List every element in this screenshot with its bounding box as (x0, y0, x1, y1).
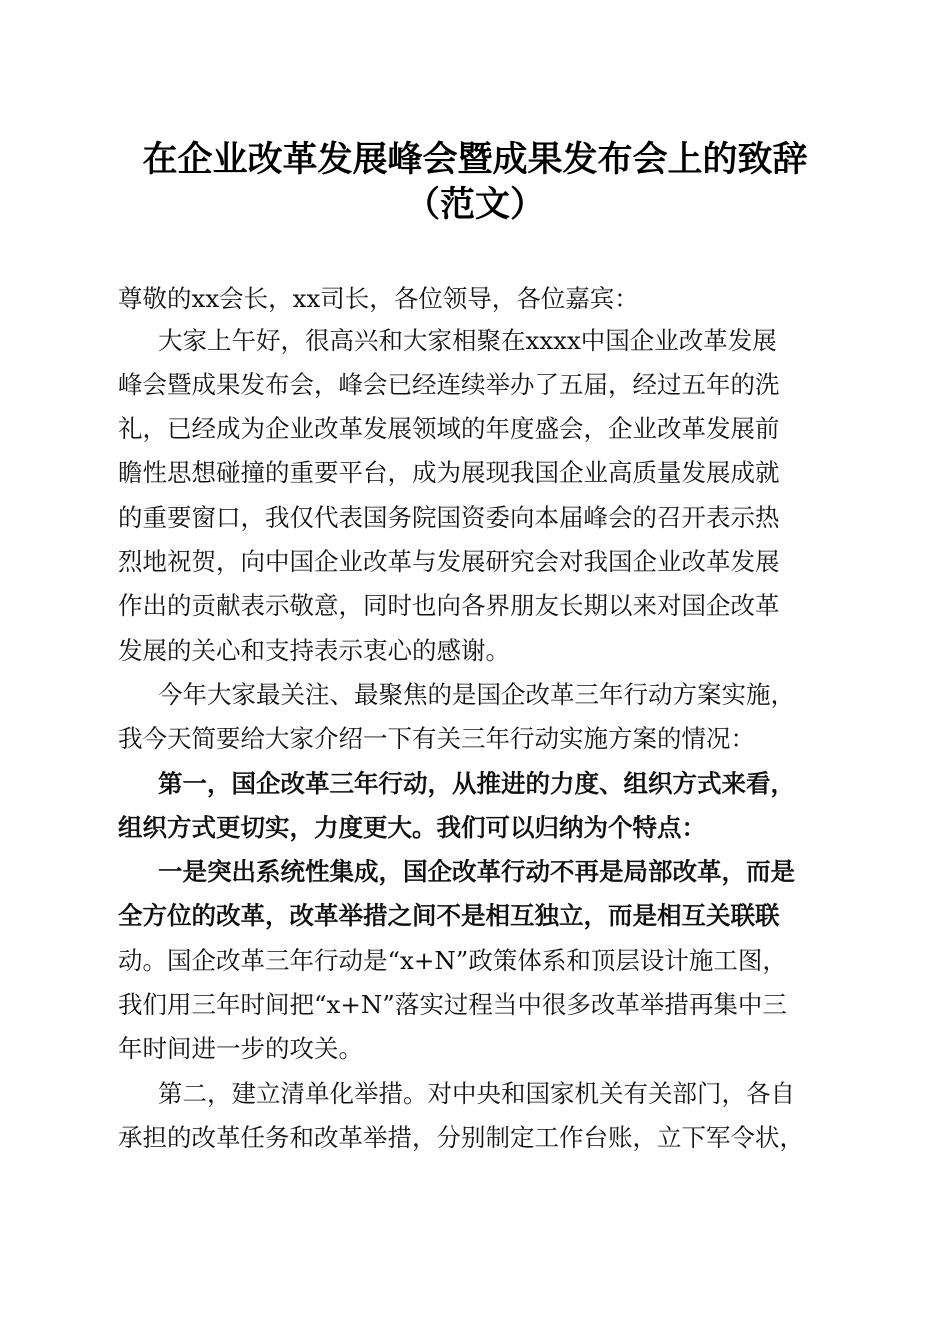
body-line: 一是突出系统性集成，国企改革行动不再是局部改革，而是 (158, 857, 795, 886)
document-title-line-2: （范文） (404, 184, 545, 225)
body-line: 全方位的改革，改革举措之间不是相互独立，而是相互关联联 (118, 901, 780, 930)
body-line: 作出的贡献表示敬意，同时也向各界朋友长期以来对国企改革 (118, 591, 780, 620)
body-line: 今年大家最关注、最聚焦的是国企改革三年行动方案实施， (158, 680, 795, 709)
body-line: 大家上午好，很高兴和大家相聚在xxxx中国企业改革发展 (158, 326, 777, 355)
body-line: 的重要窗口，我仅代表国务院国资委向本届峰会的召开表示热 (118, 503, 780, 532)
body-line: 我今天简要给大家介绍一下有关三年行动实施方案的情况： (118, 724, 755, 753)
body-line: 峰会暨成果发布会，峰会已经连续举办了五届，经过五年的洗 (118, 370, 780, 399)
body-line: 烈地祝贺，向中国企业改革与发展研究会对我国企业改革发展 (118, 547, 780, 576)
body-line: 年时间进一步的攻关。 (118, 1034, 363, 1063)
document-title-line-1: 在企业改革发展峰会暨成果发布会上的致辞 (142, 139, 808, 180)
body-line: 发展的关心和支持表示衷心的感谢。 (118, 636, 510, 665)
body-line: 礼，已经成为企业改革发展领域的年度盛会，企业改革发展前 (118, 414, 780, 443)
body-line: 动。国企改革三年行动是“x+N”政策体系和顶层设计施工图， (118, 946, 787, 975)
body-line: 瞻性思想碰撞的重要平台，成为展现我国企业高质量发展成就 (118, 458, 780, 487)
body-line: 第二，建立清单化举措。对中央和国家机关有关部门，各自 (158, 1079, 795, 1108)
salutation-line: 尊敬的xx会长，xx司长，各位领导，各位嘉宾： (118, 284, 639, 313)
body-line: 承担的改革任务和改革举措，分别制定工作台账，立下军令状， (118, 1123, 804, 1152)
body-line: 组织方式更切实，力度更大。我们可以归纳为个特点： (118, 813, 706, 842)
body-line: 第一，国企改革三年行动，从推进的力度、组织方式来看， (158, 769, 795, 798)
body-line: 我们用三年时间把“x+N”落实过程当中很多改革举措再集中三 (118, 990, 787, 1019)
